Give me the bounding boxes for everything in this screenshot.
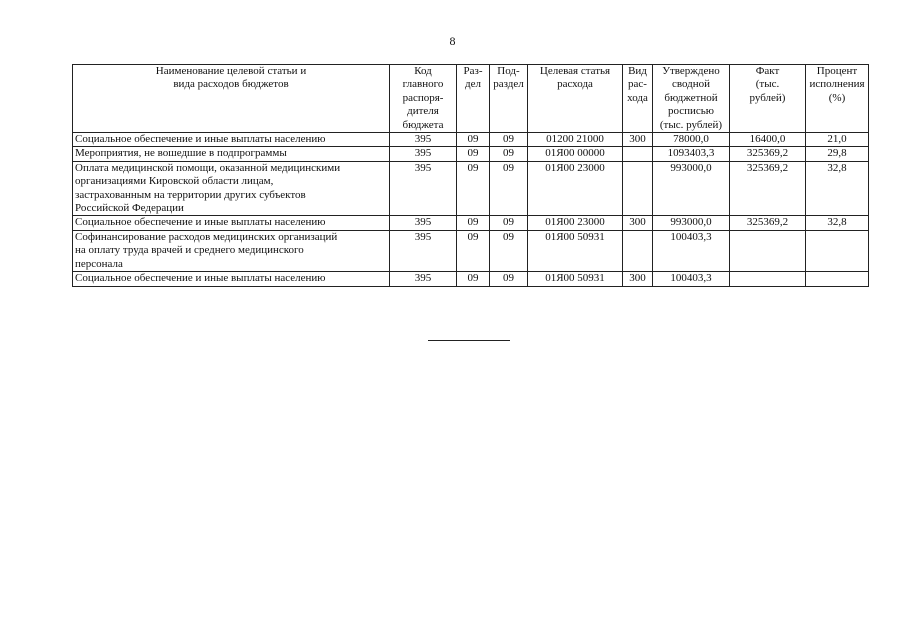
cell-fact: 325369,2 [730, 147, 806, 161]
table-row [73, 272, 869, 286]
cell-section: 09 [457, 161, 490, 216]
cell-code: 395 [390, 147, 457, 161]
cell-type: 300 [623, 216, 653, 230]
cell-percent: 29,8 [806, 147, 869, 161]
cell-type: 300 [623, 133, 653, 147]
cell-code: 395 [390, 272, 457, 286]
header-target-item: Целевая статья расхода [528, 65, 623, 133]
table-row [73, 161, 869, 216]
end-rule [428, 340, 510, 341]
cell-name: Оплата медицинской помощи, оказанной медицинскими организациями Кировской области лицам, застрахованным на территории других субъектов Российской Федерации [73, 161, 390, 216]
cell-fact: 325369,2 [730, 161, 806, 216]
header-row [73, 65, 869, 133]
cell-approved: 993000,0 [653, 216, 730, 230]
cell-approved: 100403,3 [653, 272, 730, 286]
cell-percent: 32,8 [806, 216, 869, 230]
cell-subsection: 09 [490, 133, 528, 147]
cell-fact: 16400,0 [730, 133, 806, 147]
cell-target: 01Я00 23000 [528, 161, 623, 216]
cell-approved: 100403,3 [653, 230, 730, 271]
header-name: Наименование целевой статьи и вида расходов бюджетов [73, 65, 390, 133]
cell-percent [806, 272, 869, 286]
cell-code: 395 [390, 161, 457, 216]
cell-percent: 21,0 [806, 133, 869, 147]
cell-type [623, 147, 653, 161]
cell-section: 09 [457, 230, 490, 271]
cell-fact [730, 272, 806, 286]
cell-subsection: 09 [490, 147, 528, 161]
cell-percent [806, 230, 869, 271]
cell-type: 300 [623, 272, 653, 286]
cell-section: 09 [457, 147, 490, 161]
cell-section: 09 [457, 133, 490, 147]
cell-name: Софинансирование расходов медицинских организаций на оплату труда врачей и среднего медицинского персонала [73, 230, 390, 271]
cell-approved: 78000,0 [653, 133, 730, 147]
cell-subsection: 09 [490, 230, 528, 271]
header-section: Раз- дел [457, 65, 490, 133]
header-subsection: Под- раздел [490, 65, 528, 133]
header-approved: Утверждено сводной бюджетной росписью (тыс. рублей) [653, 65, 730, 133]
cell-name: Мероприятия, не вошедшие в подпрограммы [73, 147, 390, 161]
cell-name: Социальное обеспечение и иные выплаты населению [73, 133, 390, 147]
header-fact: Факт (тыс. рублей) [730, 65, 806, 133]
cell-type [623, 161, 653, 216]
cell-type [623, 230, 653, 271]
cell-code: 395 [390, 133, 457, 147]
cell-target: 01Я00 23000 [528, 216, 623, 230]
cell-section: 09 [457, 272, 490, 286]
table-row [73, 216, 869, 230]
budget-table [72, 64, 869, 287]
table-row [73, 133, 869, 147]
cell-subsection: 09 [490, 216, 528, 230]
table-row [73, 230, 869, 271]
cell-name: Социальное обеспечение и иные выплаты населению [73, 272, 390, 286]
page-number: 8 [449, 34, 456, 48]
cell-subsection: 09 [490, 161, 528, 216]
table-row [73, 147, 869, 161]
cell-approved: 1093403,3 [653, 147, 730, 161]
cell-name: Социальное обеспечение и иные выплаты населению [73, 216, 390, 230]
cell-target: 01Я00 50931 [528, 230, 623, 271]
cell-code: 395 [390, 216, 457, 230]
header-percent: Процент исполнения (%) [806, 65, 869, 133]
cell-code: 395 [390, 230, 457, 271]
header-expense-type: Вид рас- хода [623, 65, 653, 133]
cell-fact: 325369,2 [730, 216, 806, 230]
cell-fact [730, 230, 806, 271]
cell-target: 01Я00 00000 [528, 147, 623, 161]
cell-percent: 32,8 [806, 161, 869, 216]
cell-target: 01Я00 50931 [528, 272, 623, 286]
cell-section: 09 [457, 216, 490, 230]
cell-approved: 993000,0 [653, 161, 730, 216]
cell-target: 01200 21000 [528, 133, 623, 147]
table-body [73, 133, 869, 286]
header-admin-code: Код главного распоря- дителя бюджета [390, 65, 457, 133]
cell-subsection: 09 [490, 272, 528, 286]
